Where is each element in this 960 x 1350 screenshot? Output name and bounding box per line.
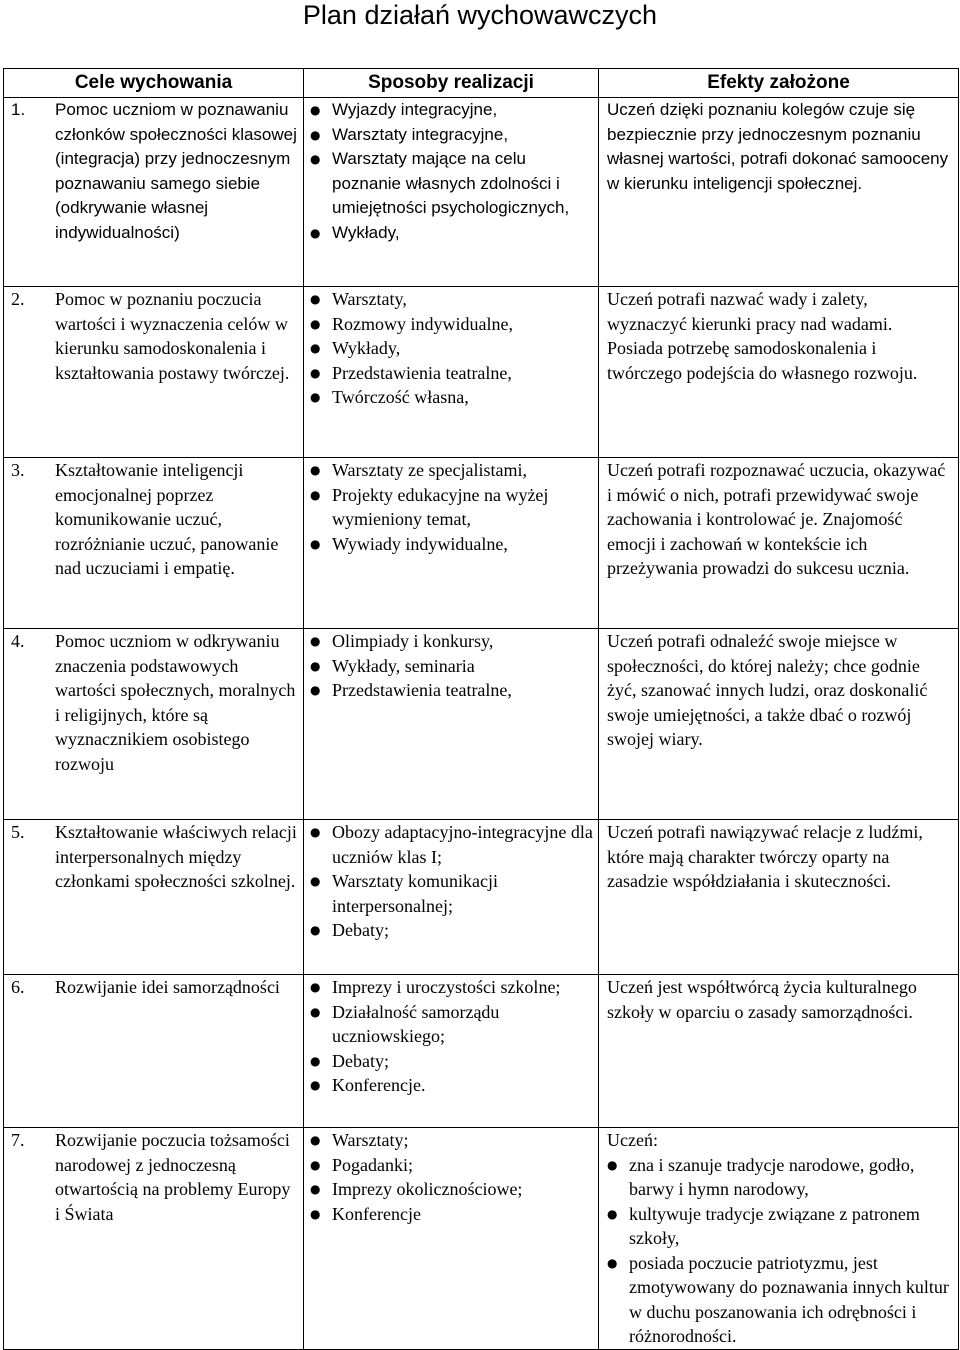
effect-text: Uczeń potrafi rozpoznawać uczucia, okazywać i mówić o nich, potrafi przewidywać swoje zachowania i kontrolować je. Znajomość emocji i zachowań w kontekście ich przeżywania prowadzi do sukcesu ucznia.: [607, 460, 946, 578]
methods-cell: [304, 820, 599, 975]
goal-number: 5.: [11, 822, 25, 842]
goal-number: 4.: [11, 631, 25, 651]
method-item: ● Wykłady,: [310, 221, 598, 246]
goal-text: Kształtowanie inteligencji emocjonalnej poprzez komunikowanie uczuć, rozróżnianie uczuć, panowanie nad uczuciami i empatię.: [55, 460, 279, 578]
method-item: ● Pogadanki;: [310, 1153, 598, 1178]
method-item: ● Wyjazdy integracyjne,: [310, 98, 598, 123]
effect-cell: [599, 458, 959, 629]
method-item: ● Warsztaty komunikacji interpersonalnej;: [310, 869, 598, 918]
goal: [4, 98, 303, 245]
methods-list: [304, 820, 598, 943]
effect-text: Uczeń potrafi nawiązywać relacje z ludźmi, które mają charakter twórczy oparty na zasadzie współdziałania i skuteczności.: [607, 822, 923, 891]
method-item: ● Działalność samorządu uczniowskiego;: [310, 1000, 598, 1049]
methods-list: [304, 98, 598, 245]
methods-cell: [304, 458, 599, 629]
goal-text: Kształtowanie właściwych relacji interpersonalnych między członkami społeczności szkolnej.: [55, 822, 297, 891]
method-item: ● Projekty edukacyjne na wyżej wymieniony temat,: [310, 483, 598, 532]
method-item: ● Olimpiady i konkursy,: [310, 629, 598, 654]
methods-list: [304, 458, 598, 556]
goal-cell: [4, 287, 304, 458]
header-effects: Efekty założone: [599, 69, 959, 98]
table-row: [4, 98, 959, 287]
method-item: ● Konferencje.: [310, 1073, 598, 1098]
header-row: [4, 69, 959, 98]
effect-text: Uczeń potrafi odnaleźć swoje miejsce w społeczności, do której należy; chce godnie żyć, szanować innych ludzi, oraz doskonalić swoje umiejętności, a także dbać o rozwój swojej wiary.: [607, 631, 928, 749]
method-item: ● Przedstawienia teatralne,: [310, 361, 598, 386]
goal-text: Rozwijanie idei samorządności: [55, 977, 280, 997]
effect-cell: [599, 98, 959, 287]
goal-text: Rozwijanie poczucia tożsamości narodowej z jednoczesną otwartością na problemy Europy i Świata: [55, 1130, 291, 1224]
goal-cell: [4, 98, 304, 287]
goal-cell: [4, 458, 304, 629]
goal: [4, 287, 303, 385]
effect-cell: [599, 629, 959, 820]
effect-text: Uczeń:: [607, 1130, 658, 1150]
method-item: ● Przedstawienia teatralne,: [310, 678, 598, 703]
methods-list: [304, 975, 598, 1098]
goal-cell: [4, 1128, 304, 1350]
methods-list: [304, 629, 598, 703]
methods-cell: [304, 1128, 599, 1350]
method-item: ● Warsztaty integracyjne,: [310, 123, 598, 148]
goal: [4, 975, 303, 1000]
method-item: ● Wykłady,: [310, 336, 598, 361]
method-item: ● Warsztaty ze specjalistami,: [310, 458, 598, 483]
effect-cell: [599, 975, 959, 1128]
methods-cell: [304, 975, 599, 1128]
goal-number: 7.: [11, 1130, 25, 1150]
goal-text: Pomoc uczniom w poznawaniu członków społeczności klasowej (integracja) przy jednoczesnym poznawaniu samego siebie (odkrywanie własnej indywidualności): [55, 100, 297, 242]
header-goals: Cele wychowania: [4, 69, 304, 98]
effect-cell: [599, 1128, 959, 1350]
table-row: [4, 458, 959, 629]
effect-cell: [599, 287, 959, 458]
effect-item: ● zna i szanuje tradycje narodowe, godło, barwy i hymn narodowy,: [607, 1153, 958, 1202]
effect-item: ● posiada poczucie patriotyzmu, jest zmotywowany do poznawania innych kultur w duchu poszanowania ich odrębności i różnorodności.: [607, 1251, 958, 1349]
effect-text: Uczeń potrafi nazwać wady i zalety, wyznaczyć kierunki pracy nad wadami. Posiada potrzebę samodoskonalenia i twórczego podejścia do własnego rozwoju.: [607, 289, 918, 383]
table-row: [4, 1128, 959, 1350]
goal: [4, 820, 303, 894]
method-item: ● Rozmowy indywidualne,: [310, 312, 598, 337]
effect-text: Uczeń jest współtwórcą życia kulturalnego szkoły w oparciu o zasady samorządności.: [607, 977, 917, 1022]
goal: [4, 458, 303, 581]
table-row: [4, 975, 959, 1128]
methods-cell: [304, 98, 599, 287]
method-item: ● Warsztaty,: [310, 287, 598, 312]
method-item: ● Wykłady, seminaria: [310, 654, 598, 679]
header-methods: Sposoby realizacji: [304, 69, 599, 98]
goal-cell: [4, 629, 304, 820]
effect-cell: [599, 820, 959, 975]
method-item: ● Konferencje: [310, 1202, 598, 1227]
method-item: ● Warsztaty mające na celu poznanie własnych zdolności i umiejętności psychologicznych,: [310, 147, 598, 221]
table-row: [4, 629, 959, 820]
method-item: ● Twórczość własna,: [310, 385, 598, 410]
goal-number: 6.: [11, 977, 25, 997]
methods-list: [304, 1128, 598, 1226]
effect-text: Uczeń dzięki poznaniu kolegów czuje się bezpiecznie przy jednoczesnym poznaniu własnej wartości, potrafi dokonać samooceny w kierunku inteligencji społecznej.: [607, 100, 949, 193]
method-item: ● Debaty;: [310, 918, 598, 943]
table-row: [4, 820, 959, 975]
method-item: ● Wywiady indywidualne,: [310, 532, 598, 557]
page-title: Plan działań wychowawczych: [302, 0, 658, 30]
methods-cell: [304, 287, 599, 458]
methods-cell: [304, 629, 599, 820]
goal-text: Pomoc w poznaniu poczucia wartości i wyznaczenia celów w kierunku samodoskonalenia i kształtowania postawy twórczej.: [55, 289, 290, 383]
goal: [4, 629, 303, 776]
plan-table: [3, 68, 959, 1350]
effect-item: ● kultywuje tradycje związane z patronem szkoły,: [607, 1202, 958, 1251]
method-item: ● Obozy adaptacyjno-integracyjne dla uczniów klas I;: [310, 820, 598, 869]
goal-number: 1.: [11, 100, 26, 119]
effect-list: [599, 1153, 958, 1349]
goal-number: 2.: [11, 289, 25, 309]
method-item: ● Imprezy i uroczystości szkolne;: [310, 975, 598, 1000]
methods-list: [304, 287, 598, 410]
goal-number: 3.: [11, 460, 25, 480]
goal-cell: [4, 975, 304, 1128]
table-row: [4, 287, 959, 458]
method-item: ● Debaty;: [310, 1049, 598, 1074]
goal: [4, 1128, 303, 1226]
method-item: ● Imprezy okolicznościowe;: [310, 1177, 598, 1202]
goal-cell: [4, 820, 304, 975]
method-item: ● Warsztaty;: [310, 1128, 598, 1153]
goal-text: Pomoc uczniom w odkrywaniu znaczenia podstawowych wartości społecznych, moralnych i religijnych, które są wyznacznikiem osobistego rozwoju: [55, 631, 296, 774]
